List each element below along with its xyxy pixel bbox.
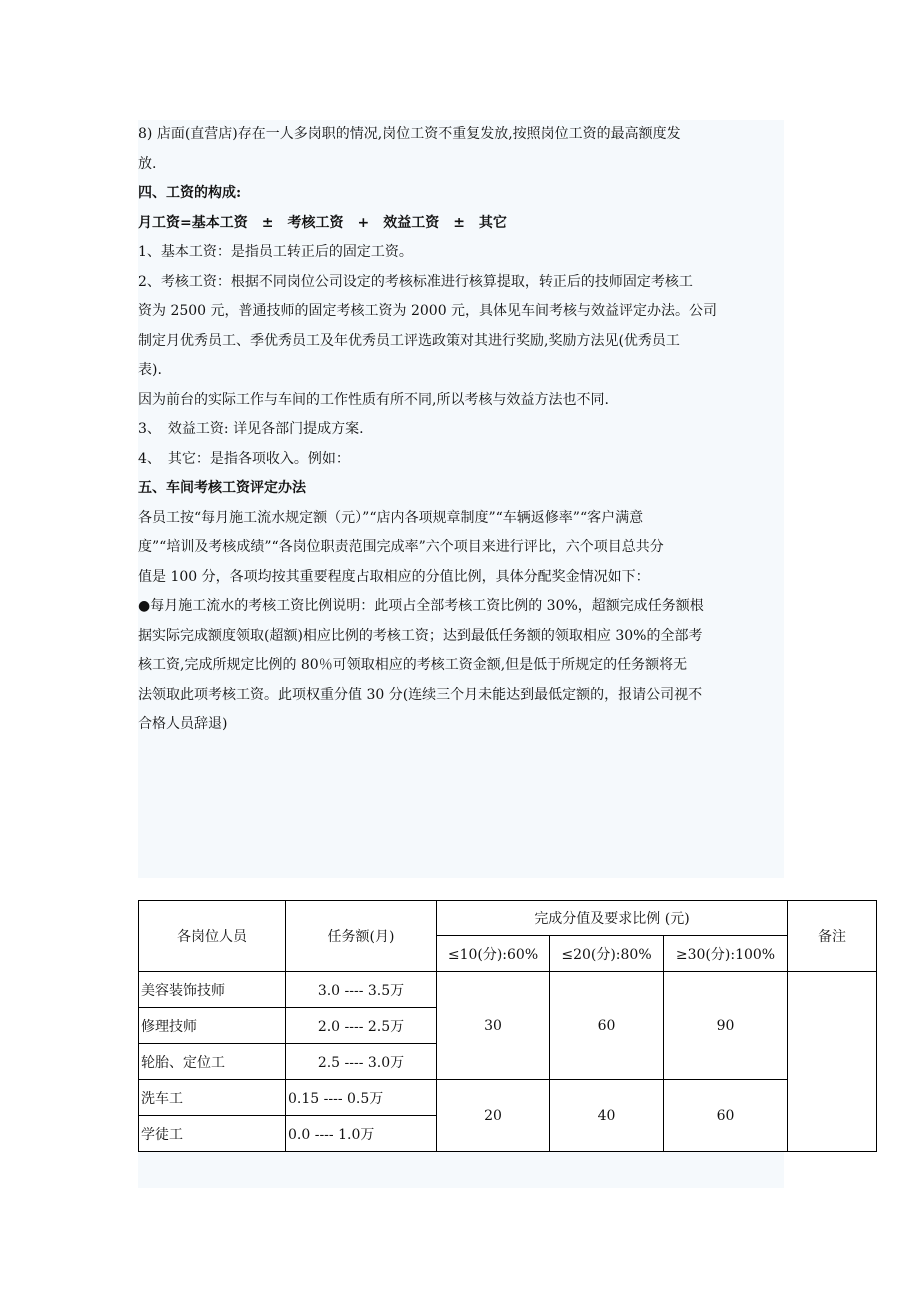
position-cell: 美容装饰技师	[139, 972, 286, 1008]
paragraph-line: 合格人员辞退)	[138, 716, 228, 732]
document-text-block	[138, 120, 784, 878]
paragraph-line: 因为前台的实际工作与车间的工作性质有所不同,所以考核与效益方法也不同.	[138, 391, 609, 408]
quota-cell: 0.0 ---- 1.0万	[286, 1116, 437, 1152]
header-quota: 任务额(月)	[286, 901, 437, 972]
paragraph-line: 四、工资的构成:	[138, 185, 242, 201]
note-cell	[788, 972, 877, 1152]
paragraph-line: 值是 100 分，各项均按其重要程度占取相应的分值比例，具体分配奖金情况如下：	[138, 568, 650, 585]
quota-cell: 3.0 ---- 3.5万	[286, 972, 437, 1008]
paragraph-list	[138, 120, 784, 740]
header-score-group: 完成分值及要求比例 (元)	[437, 901, 788, 936]
table-row	[139, 972, 877, 1008]
paragraph-line: 资为 2500 元，普通技师的固定考核工资为 2000 元，具体见车间考核与效益评定办法。公司	[138, 303, 718, 319]
score-cell: 20	[437, 1080, 550, 1152]
salary-assessment-table	[138, 900, 877, 1152]
paragraph-line: 五、车间考核工资评定办法	[138, 480, 306, 496]
position-cell: 轮胎、定位工	[139, 1044, 286, 1080]
header-level-1: ≤10(分):60%	[437, 936, 550, 972]
paragraph-line: 1、基本工资：是指员工转正后的固定工资。	[138, 244, 413, 260]
score-cell: 40	[550, 1080, 664, 1152]
score-cell: 90	[664, 972, 788, 1080]
quota-cell: 2.5 ---- 3.0万	[286, 1044, 437, 1080]
paragraph-line: 月工资=基本工资 ± 考核工资 + 效益工资 ± 其它	[138, 214, 507, 231]
paragraph-line: 据实际完成额度领取(超额)相应比例的考核工资；达到最低任务额的领取相应 30%的全部考	[138, 627, 703, 644]
paragraph-line: 各员工按“每月施工流水规定额（元）”“店内各项规章制度”“车辆返修率”“客户满意	[138, 509, 644, 526]
trailing-shaded-block	[138, 1152, 784, 1188]
score-cell: 60	[550, 972, 664, 1080]
table-row	[139, 1080, 877, 1116]
paragraph-line: 3、 效益工资: 详见各部门提成方案.	[138, 421, 364, 437]
header-position: 各岗位人员	[139, 901, 286, 972]
paragraph-line: 表).	[138, 362, 162, 378]
paragraph-line: 法领取此项考核工资。此项权重分值 30 分(连续三个月未能达到最低定额的，报请公司视不	[138, 686, 703, 703]
paragraph-line: 2、考核工资：根据不同岗位公司设定的考核标准进行核算提取，转正后的技师固定考核工	[138, 273, 693, 290]
paragraph-line: 核工资,完成所规定比例的 80％可领取相应的考核工资金额,但是低于所规定的任务额将无	[138, 657, 688, 673]
paragraph-line: 制定月优秀员工、季优秀员工及年优秀员工评选政策对其进行奖励,奖励方法见(优秀员工	[138, 332, 680, 349]
position-cell: 洗车工	[139, 1080, 286, 1116]
position-cell: 修理技师	[139, 1008, 286, 1044]
quota-cell: 0.15 ---- 0.5万	[286, 1080, 437, 1116]
paragraph-line: 8) 店面(直营店)存在一人多岗职的情况,岗位工资不重复发放,按照岗位工资的最高额度发	[138, 126, 681, 142]
score-cell: 60	[664, 1080, 788, 1152]
quota-cell: 2.0 ---- 2.5万	[286, 1008, 437, 1044]
header-note: 备注	[788, 901, 877, 972]
paragraph-line: 放.	[138, 155, 157, 172]
score-cell: 30	[437, 972, 550, 1080]
header-level-2: ≤20(分):80%	[550, 936, 664, 972]
paragraph-line: 4、 其它：是指各项收入。例如：	[138, 450, 350, 467]
header-level-3: ≥30(分):100%	[664, 936, 788, 972]
paragraph-line: ●每月施工流水的考核工资比例说明：此项占全部考核工资比例的 30%，超额完成任务额根	[138, 598, 704, 614]
position-cell: 学徒工	[139, 1116, 286, 1152]
paragraph-line: 度”“培训及考核成绩”“各岗位职责范围完成率”六个项目来进行评比，六个项目总共分	[138, 539, 664, 555]
